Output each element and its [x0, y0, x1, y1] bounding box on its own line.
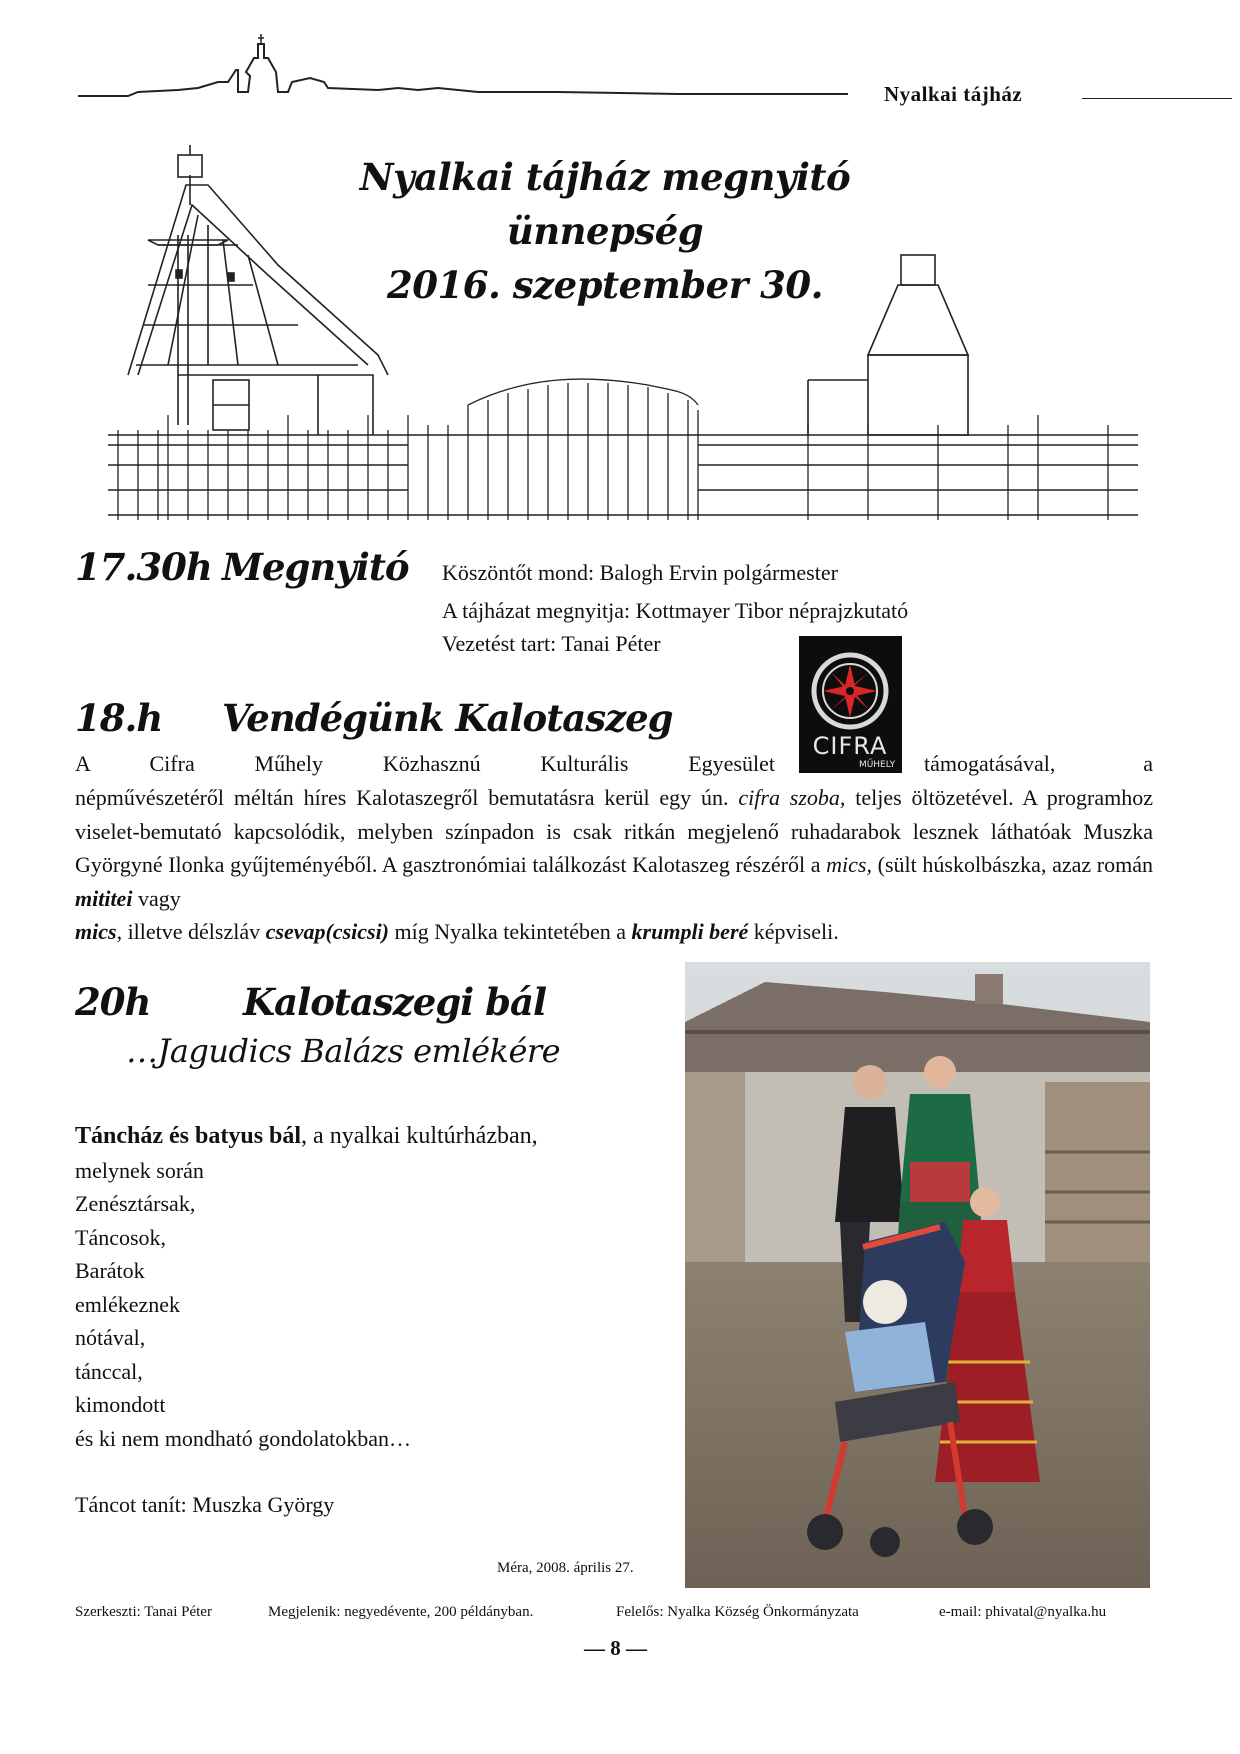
- poem-line: melynek során: [75, 1157, 204, 1183]
- banner-title-line2: 2016. szeptember 30.: [387, 263, 823, 307]
- footer-editor: Szerkeszti: Tanai Péter: [75, 1604, 212, 1620]
- section2-mics: mics,: [826, 852, 872, 877]
- page-number: — 8 —: [584, 1636, 647, 1660]
- section2-p3: (sült húskolbászka, azaz román: [877, 852, 1154, 877]
- footer-frequency: Megjelenik: negyedévente, 200 példányban.: [268, 1604, 534, 1620]
- poem-line: és ki nem mondható gondolatokban…: [75, 1425, 412, 1451]
- poem-line: Zenésztársak,: [75, 1191, 196, 1216]
- poem-line: Barátok: [75, 1258, 145, 1283]
- section3-poem: [75, 1120, 538, 1455]
- photo-caption: Méra, 2008. április 27.: [497, 1560, 634, 1576]
- section3-time: 20h: [75, 980, 151, 1024]
- logo-subtext: MŰHELY: [858, 760, 896, 770]
- section3-subtitle: …Jagudics Balázs emlékére: [126, 1032, 561, 1070]
- footer-email: e-mail: phivatal@nyalka.hu: [939, 1604, 1107, 1620]
- section2-name: Vendégünk Kalotaszeg: [222, 696, 673, 740]
- section3-intro-rest: , a nyalkai kultúrházban,: [301, 1123, 538, 1149]
- poem-line: Táncosok,: [75, 1224, 167, 1250]
- section2-first-line: [75, 747, 1153, 780]
- section2-p6: képviseli.: [753, 919, 839, 944]
- section3-teacher: Táncot tanít: Muszka György: [75, 1492, 335, 1517]
- logo-text: CIFRA: [812, 732, 888, 760]
- poem-line: tánccal,: [75, 1358, 143, 1384]
- family-photo: [685, 962, 1150, 1588]
- section3-name: Kalotaszegi bál: [243, 980, 547, 1024]
- section2-time: 18.h: [75, 696, 163, 740]
- section2-p2: népművészetéről méltán híres Kalotaszegről bemutatásra kerül egy ún.: [75, 785, 729, 810]
- section2-cifra-szoba: cifra szoba,: [738, 785, 846, 810]
- poem-line: emlékeznek: [75, 1291, 181, 1317]
- section2-p2b: teljes öltözetével. A programhoz viselet-bemutató kapcsolódik, melyben színpadon is csak ritkán megjelenő ruhadarabok lesznek láthatóak Muszka Györgyné Ilonka gyűjteményéből. A gasztronómiai találkozást Kalotaszeg részéről a: [75, 785, 1154, 877]
- section2-p1a: A Cifra Műhely Közhasznú Kulturális Egyesület: [75, 751, 775, 776]
- section1-name: Megnyitó: [222, 545, 409, 589]
- section2-mics2: mics: [75, 919, 117, 944]
- section2-vagy: vagy: [137, 885, 181, 911]
- section3-bold-intro: Táncház és batyus bál: [75, 1123, 302, 1149]
- poem-line: kimondott: [75, 1392, 166, 1417]
- section2-p1b: támogatásával, a: [924, 751, 1153, 776]
- section2-paragraph: [75, 781, 1153, 949]
- section2-p4: , illetve délszláv: [116, 919, 261, 944]
- section2-mititei: mititei: [75, 885, 133, 911]
- banner-title: [280, 150, 930, 312]
- village-skyline-icon: [78, 30, 848, 100]
- section2-csevap: csevap(csicsi): [265, 919, 390, 944]
- header-rule-right: [1082, 98, 1232, 99]
- section1-line-1: Köszöntőt mond: Balogh Ervin polgármester: [442, 560, 838, 585]
- section1-time: 17.30h: [75, 545, 212, 589]
- header-title: Nyalkai tájház: [884, 82, 1023, 106]
- section1-line-2: A tájházat megnyitja: Kottmayer Tibor néprajzkutató: [442, 598, 909, 623]
- section1-line-3: Vezetést tart: Tanai Péter: [442, 631, 661, 656]
- section2-krumpli: krumpli beré: [631, 919, 749, 944]
- footer-responsible: Felelős: Nyalka Község Önkormányzata: [616, 1604, 859, 1620]
- banner-title-line1: Nyalkai tájház megnyitó ünnepség: [359, 155, 851, 253]
- section2-p5: míg Nyalka tekintetében a: [394, 919, 627, 944]
- poem-line: nótával,: [75, 1325, 146, 1350]
